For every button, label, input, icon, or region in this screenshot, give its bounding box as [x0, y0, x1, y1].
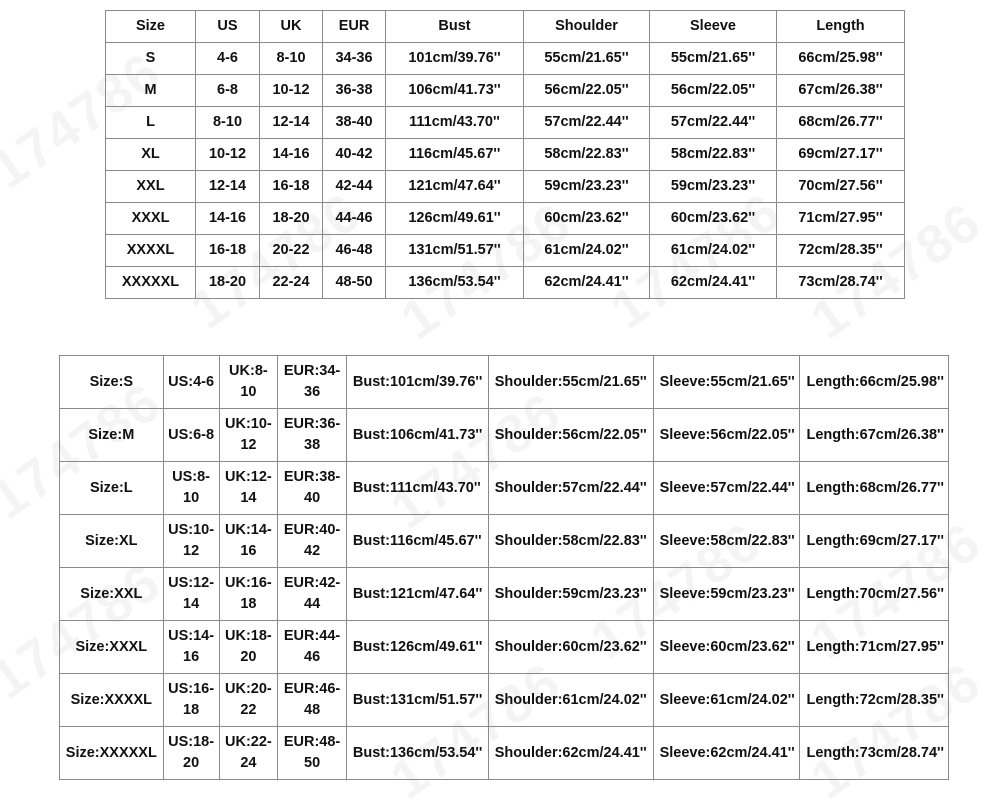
table-cell: Size:XXXXL [60, 674, 164, 727]
table-cell: 40-42 [323, 139, 386, 171]
table-cell: 131cm/51.57'' [386, 235, 524, 267]
table-cell: Length:69cm/27.17'' [800, 515, 949, 568]
table-cell: Size:M [60, 409, 164, 462]
table-cell: 42-44 [323, 171, 386, 203]
table-cell: 36-38 [323, 75, 386, 107]
table-cell: 121cm/47.64'' [386, 171, 524, 203]
table-cell: Shoulder:59cm/23.23'' [488, 568, 653, 621]
table-cell: Length:66cm/25.98'' [800, 356, 949, 409]
column-header: Shoulder [524, 11, 650, 43]
table-cell: UK:10-12 [219, 409, 278, 462]
table-cell: Size:S [60, 356, 164, 409]
table-cell: 18-20 [196, 267, 260, 299]
table-cell: 58cm/22.83'' [524, 139, 650, 171]
table-cell: EUR:36-38 [278, 409, 347, 462]
table-cell: 8-10 [260, 43, 323, 75]
table-cell: 48-50 [323, 267, 386, 299]
table-cell: US:14-16 [163, 621, 219, 674]
table-cell: 14-16 [196, 203, 260, 235]
table-cell: 136cm/53.54'' [386, 267, 524, 299]
table-cell: L [106, 107, 196, 139]
table-cell: UK:12-14 [219, 462, 278, 515]
table-cell: 59cm/23.23'' [650, 171, 777, 203]
table-row [106, 107, 905, 139]
table-row [106, 75, 905, 107]
table-cell: Size:XXL [60, 568, 164, 621]
table-row [60, 356, 949, 409]
table-cell: 72cm/28.35'' [777, 235, 905, 267]
table-cell: Bust:101cm/39.76'' [346, 356, 488, 409]
size-chart-table-labeled [59, 355, 949, 780]
table-cell: Sleeve:61cm/24.02'' [653, 674, 800, 727]
table-cell: Size:XXXXXL [60, 727, 164, 780]
table-cell: 57cm/22.44'' [524, 107, 650, 139]
table-cell: 116cm/45.67'' [386, 139, 524, 171]
table-cell: Sleeve:58cm/22.83'' [653, 515, 800, 568]
table-cell: 46-48 [323, 235, 386, 267]
table-cell: Size:XL [60, 515, 164, 568]
table-cell: 8-10 [196, 107, 260, 139]
table-cell: 18-20 [260, 203, 323, 235]
table-cell: Shoulder:55cm/21.65'' [488, 356, 653, 409]
column-header: Sleeve [650, 11, 777, 43]
table-cell: US:10-12 [163, 515, 219, 568]
table-row [106, 139, 905, 171]
table-row [60, 515, 949, 568]
table-cell: Length:70cm/27.56'' [800, 568, 949, 621]
table-cell: 16-18 [196, 235, 260, 267]
table-cell: 55cm/21.65'' [524, 43, 650, 75]
table-cell: Length:68cm/26.77'' [800, 462, 949, 515]
table-cell: XL [106, 139, 196, 171]
table-cell: 58cm/22.83'' [650, 139, 777, 171]
table-cell: S [106, 43, 196, 75]
table-cell: Bust:136cm/53.54'' [346, 727, 488, 780]
table-cell: Shoulder:62cm/24.41'' [488, 727, 653, 780]
table-cell: 62cm/24.41'' [524, 267, 650, 299]
table-cell: M [106, 75, 196, 107]
table-cell: UK:20-22 [219, 674, 278, 727]
table-cell: EUR:42-44 [278, 568, 347, 621]
table-cell: 66cm/25.98'' [777, 43, 905, 75]
table-cell: XXXXL [106, 235, 196, 267]
table-cell: Bust:121cm/47.64'' [346, 568, 488, 621]
table-cell: 68cm/26.77'' [777, 107, 905, 139]
table-cell: Shoulder:57cm/22.44'' [488, 462, 653, 515]
table-cell: Shoulder:61cm/24.02'' [488, 674, 653, 727]
table-row [60, 409, 949, 462]
table-cell: 70cm/27.56'' [777, 171, 905, 203]
table-cell: Shoulder:56cm/22.05'' [488, 409, 653, 462]
table-row [60, 462, 949, 515]
column-header: UK [260, 11, 323, 43]
table-cell: 44-46 [323, 203, 386, 235]
table-cell: Bust:131cm/51.57'' [346, 674, 488, 727]
table-cell: XXXL [106, 203, 196, 235]
table-cell: Length:71cm/27.95'' [800, 621, 949, 674]
table-cell: 14-16 [260, 139, 323, 171]
table-cell: EUR:40-42 [278, 515, 347, 568]
table-cell: US:4-6 [163, 356, 219, 409]
table-row [106, 267, 905, 299]
table-cell: Length:72cm/28.35'' [800, 674, 949, 727]
column-header: Length [777, 11, 905, 43]
table-cell: 10-12 [260, 75, 323, 107]
table-cell: Length:67cm/26.38'' [800, 409, 949, 462]
table-cell: EUR:48-50 [278, 727, 347, 780]
table-cell: Sleeve:56cm/22.05'' [653, 409, 800, 462]
table-cell: Sleeve:60cm/23.62'' [653, 621, 800, 674]
table-cell: 67cm/26.38'' [777, 75, 905, 107]
table-cell: 56cm/22.05'' [650, 75, 777, 107]
table-cell: US:8-10 [163, 462, 219, 515]
column-header: EUR [323, 11, 386, 43]
table-cell: 61cm/24.02'' [524, 235, 650, 267]
column-header: US [196, 11, 260, 43]
table-cell: XXXXXL [106, 267, 196, 299]
table-cell: 59cm/23.23'' [524, 171, 650, 203]
table-cell: 4-6 [196, 43, 260, 75]
table-cell: 10-12 [196, 139, 260, 171]
table-cell: UK:16-18 [219, 568, 278, 621]
table-row [106, 203, 905, 235]
table-cell: 16-18 [260, 171, 323, 203]
table-cell: 126cm/49.61'' [386, 203, 524, 235]
table-cell: 61cm/24.02'' [650, 235, 777, 267]
table-row [60, 621, 949, 674]
table-cell: Bust:111cm/43.70'' [346, 462, 488, 515]
table-row [60, 674, 949, 727]
table-cell: EUR:44-46 [278, 621, 347, 674]
table-cell: 60cm/23.62'' [650, 203, 777, 235]
table-row [106, 235, 905, 267]
table-cell: Sleeve:59cm/23.23'' [653, 568, 800, 621]
table-cell: Sleeve:57cm/22.44'' [653, 462, 800, 515]
table-cell: 34-36 [323, 43, 386, 75]
table-cell: 38-40 [323, 107, 386, 139]
table-row [60, 727, 949, 780]
size-chart-table-columns [105, 10, 905, 299]
table-cell: Size:L [60, 462, 164, 515]
table-cell: EUR:46-48 [278, 674, 347, 727]
table-cell: 22-24 [260, 267, 323, 299]
table-cell: UK:8-10 [219, 356, 278, 409]
table-cell: UK:22-24 [219, 727, 278, 780]
table-cell: 73cm/28.74'' [777, 267, 905, 299]
table-cell: 12-14 [260, 107, 323, 139]
table-cell: Length:73cm/28.74'' [800, 727, 949, 780]
table-row [106, 171, 905, 203]
table-cell: US:12-14 [163, 568, 219, 621]
header-row [106, 11, 905, 43]
table-cell: US:16-18 [163, 674, 219, 727]
table-cell: UK:18-20 [219, 621, 278, 674]
table-cell: Sleeve:55cm/21.65'' [653, 356, 800, 409]
table-cell: 69cm/27.17'' [777, 139, 905, 171]
table-cell: Sleeve:62cm/24.41'' [653, 727, 800, 780]
table-cell: US:18-20 [163, 727, 219, 780]
column-header: Size [106, 11, 196, 43]
table-cell: 20-22 [260, 235, 323, 267]
table-cell: Shoulder:60cm/23.62'' [488, 621, 653, 674]
table-cell: Size:XXXL [60, 621, 164, 674]
table-cell: EUR:38-40 [278, 462, 347, 515]
table-cell: UK:14-16 [219, 515, 278, 568]
table-cell: 56cm/22.05'' [524, 75, 650, 107]
table-cell: 106cm/41.73'' [386, 75, 524, 107]
table-cell: 55cm/21.65'' [650, 43, 777, 75]
table-cell: 57cm/22.44'' [650, 107, 777, 139]
column-header: Bust [386, 11, 524, 43]
table-cell: US:6-8 [163, 409, 219, 462]
table-cell: 62cm/24.41'' [650, 267, 777, 299]
table-cell: XXL [106, 171, 196, 203]
table-cell: 60cm/23.62'' [524, 203, 650, 235]
table-cell: EUR:34-36 [278, 356, 347, 409]
table-cell: 71cm/27.95'' [777, 203, 905, 235]
table-row [60, 568, 949, 621]
table-cell: 6-8 [196, 75, 260, 107]
table-cell: Bust:106cm/41.73'' [346, 409, 488, 462]
table-row [106, 43, 905, 75]
table-cell: Shoulder:58cm/22.83'' [488, 515, 653, 568]
table-cell: 12-14 [196, 171, 260, 203]
table-cell: Bust:116cm/45.67'' [346, 515, 488, 568]
table-cell: 111cm/43.70'' [386, 107, 524, 139]
table-cell: Bust:126cm/49.61'' [346, 621, 488, 674]
table-cell: 101cm/39.76'' [386, 43, 524, 75]
